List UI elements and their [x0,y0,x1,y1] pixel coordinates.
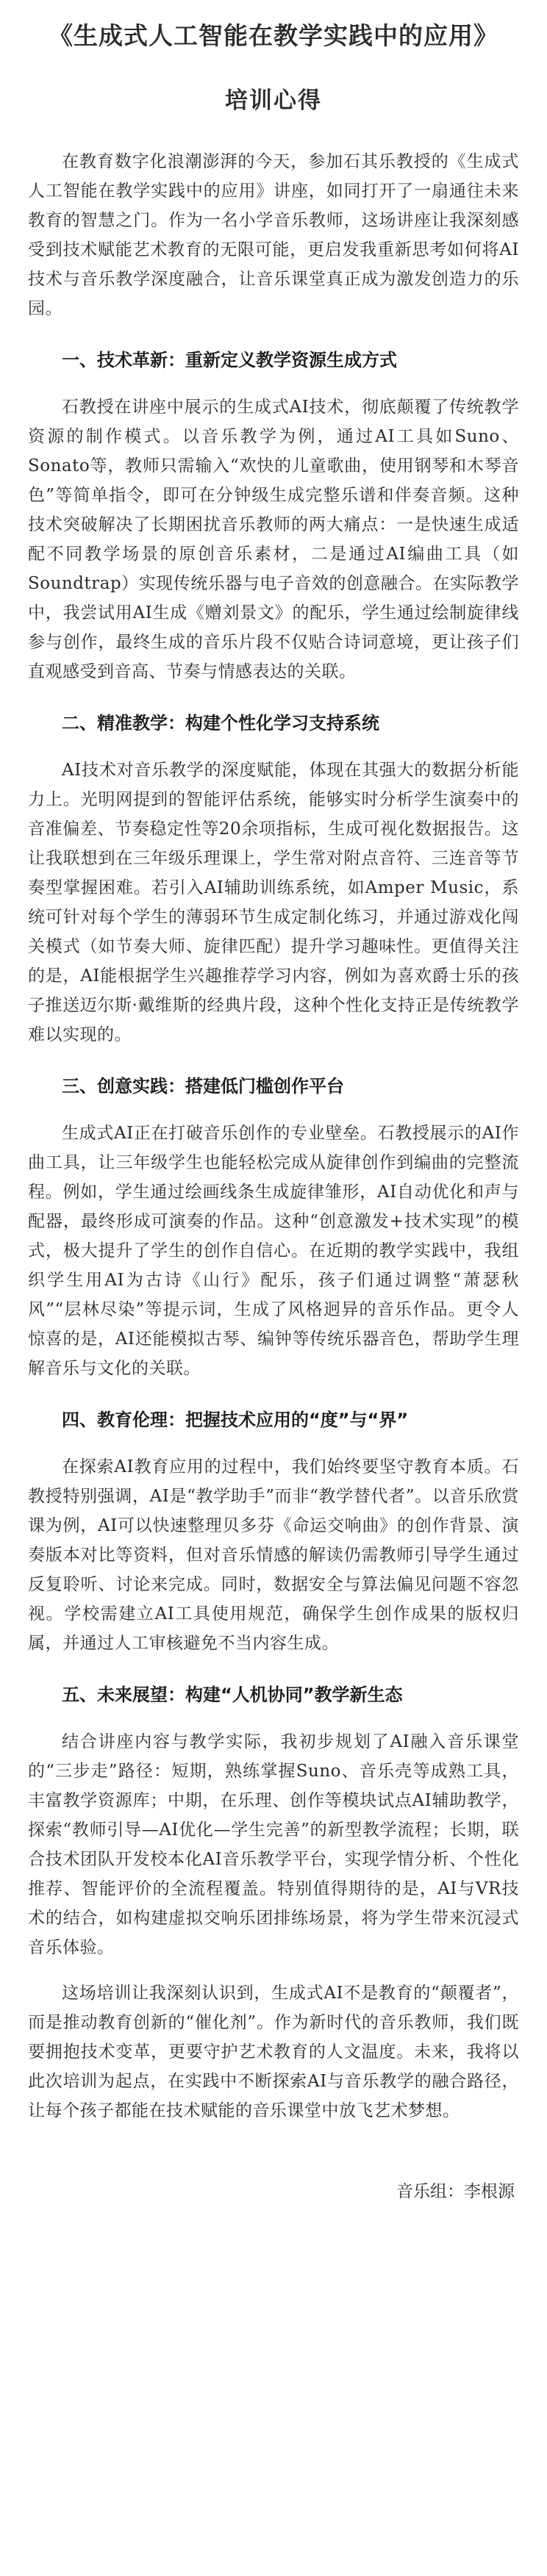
section-outlook [28,1680,519,2125]
section-paragraph: 生成式AI正在打破音乐创作的专业壁垒。石教授展示的AI作曲工具，让三年级学生也能轻松完成从旋律创作到编曲的完整流程。例如，学生通过绘画线条生成旋律雏形，AI自动优化和声与配器，最终形成可演奏的作品。这种“创意激发+技术实现”的模式，极大提升了学生的创作自信心。在近期的教学实践中，我组织学生用AI为古诗《山行》配乐，孩子们通过调整“萧瑟秋风”“层林尽染”等提示词，生成了风格迥异的音乐作品。更令人惊喜的是，AI还能模拟古琴、编钟等传统乐器音色，帮助学生理解音乐与文化的关联。 [28,1124,519,1378]
section-creative-practice [28,1072,519,1383]
section-paragraph: 石教授在讲座中展示的生成式AI技术，彻底颠覆了传统教学资源的制作模式。以音乐教学为例，通过AI工具如Suno、Sonato等，教师只需输入“欢快的儿童歌曲，使用钢琴和木琴音色”等简单指令，即可在分钟级生成完整乐谱和伴奏音频。这种技术突破解决了长期困扰音乐教师的两大痛点：一是快速生成适配不同教学场景的原创音乐素材，二是通过AI编曲工具（如Soundtrap）实现传统乐器与电子音效的创意融合。在实际教学中，我尝试用AI生成《赠刘景文》的配乐，学生通过绘制旋律线参与创作，最终生成的音乐片段不仅贴合诗词意境，更让孩子们直观感受到音高、节奏与情感表达的关联。 [28,398,519,681]
section-heading: 三、创意实践：搭建低门槛创作平台 [62,1076,344,1097]
section-precision-teaching [28,708,519,1050]
conclusion-paragraph: 这场培训让我深刻认识到，生成式AI不是教育的“颠覆者”，而是推动教育创新的“催化剂”。作为新时代的音乐教师，我们既要拥抱技术变革，更要守护艺术教育的人文温度。未来，我将以此次培训为起点，在实践中不断探索AI与音乐教学的融合路径，让每个孩子都能在技术赋能的音乐课堂中放飞艺术梦想。 [28,1984,519,2120]
section-paragraph: 在探索AI教育应用的过程中，我们始终要坚守教育本质。石教授特别强调，AI是“教学助手”而非“教学替代者”。以音乐欣赏课为例，AI可以快速整理贝多芬《命运交响曲》的创作背景、演奏版本对比等资料，但对音乐情感的解读仍需教师引导学生通过反复聆听、讨论来完成。同时，数据安全与算法偏见问题不容忽视。学校需建立AI工具使用规范，确保学生创作成果的版权归属，并通过人工审核避免不当内容生成。 [28,1457,519,1653]
section-heading: 二、精准教学：构建个性化学习支持系统 [62,713,379,733]
section-heading: 五、未来展望：构建“人机协同”教学新生态 [62,1685,403,1705]
author-signature: 音乐组：李根源 [396,2182,515,2201]
section-paragraph: AI技术对音乐教学的深度赋能，体现在其强大的数据分析能力上。光明网提到的智能评估系统，能够实时分析学生演奏中的音准偏差、节奏稳定性等20余项指标，生成可视化数据报告。这让我联想到在三年级乐理课上，学生常对附点音符、三连音等节奏型掌握困难。若引入AI辅助训练系统，如Amper Music，系统可针对每个学生的薄弱环节生成定制化练习，并通过游戏化闯关模式（如节奏大师、旋律匹配）提升学习趣味性。更值得关注的是，AI能根据学生兴趣推荐学习内容，例如为喜欢爵士乐的孩子推送迈尔斯·戴维斯的经典片段，这种个性化支持正是传统教学难以实现的。 [28,761,519,1044]
section-technology [28,345,519,686]
section-heading: 四、教育伦理：把握技术应用的“度”与“界” [62,1410,409,1430]
document-title: 《生成式人工智能在教学实践中的应用》 [49,21,498,50]
section-heading: 一、技术革新：重新定义教学资源生成方式 [62,350,397,370]
intro-paragraph: 在教育数字化浪潮澎湃的今天，参加石其乐教授的《生成式人工智能在教学实践中的应用》讲座，如同打开了一扇通往未来教育的智慧之门。作为一名小学音乐教师，这场讲座让我深刻感受到技术赋能艺术教育的无限可能，更启发我重新思考如何将AI技术与音乐教学深度融合，让音乐课堂真正成为激发创造力的乐园。 [28,152,519,318]
document-subtitle: 培训心得 [225,87,322,114]
section-paragraph: 结合讲座内容与教学实际，我初步规划了AI融入音乐课堂的“三步走”路径：短期，熟练掌握Suno、音乐壳等成熟工具，丰富教学资源库；中期，在乐理、创作等模块试点AI辅助教学，探索“教师引导—AI优化—学生完善”的新型教学流程；长期，联合技术团队开发校本化AI音乐教学平台，实现学情分析、个性化推荐、智能评价的全流程覆盖。特别值得期待的是，AI与VR技术的结合，如构建虚拟交响乐团排练场景，将为学生带来沉浸式音乐体验。 [28,1732,519,1957]
section-ethics [28,1405,519,1658]
